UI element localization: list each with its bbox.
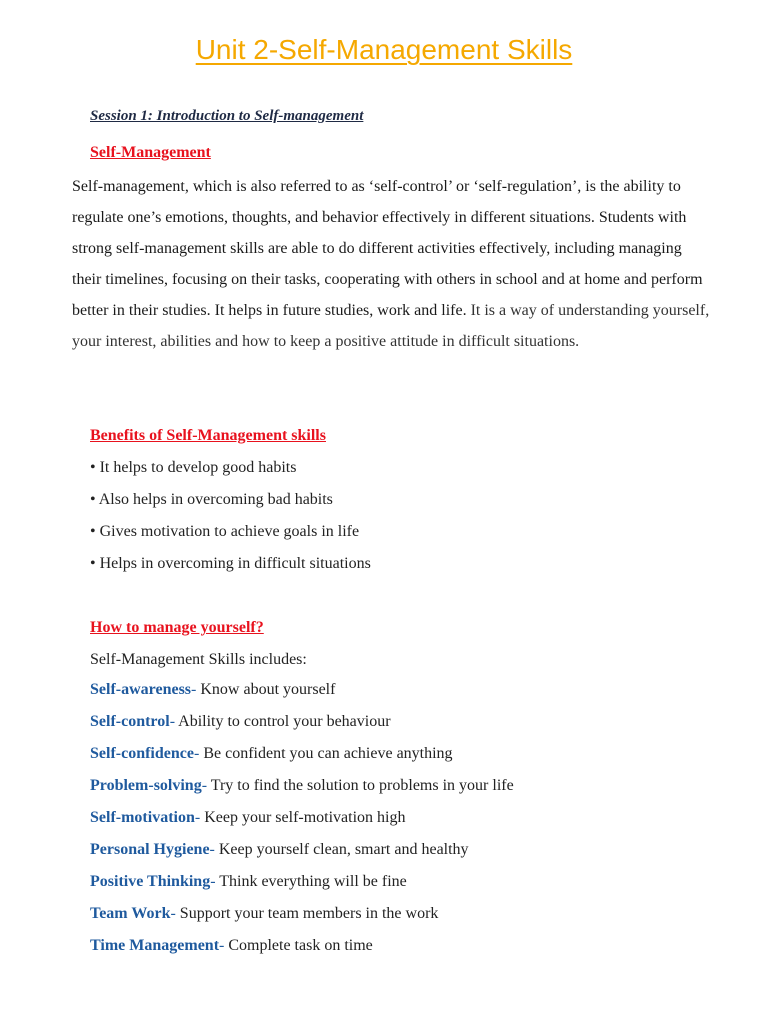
list-item: Problem-solving- Try to find the solution to problems in your life: [90, 777, 514, 794]
skill-term: Team Work: [90, 905, 171, 922]
skill-desc: Know about yourself: [196, 681, 336, 698]
list-item: • Gives motivation to achieve goals in life: [90, 523, 360, 540]
list-item: • Helps in overcoming in difficult situations: [90, 555, 371, 572]
list-item: Time Management- Complete task on time: [90, 937, 373, 954]
skill-desc: Think everything will be fine: [215, 873, 407, 890]
skill-desc: Ability to control your behaviour: [175, 713, 391, 730]
skill-term: Positive Thinking: [90, 873, 211, 890]
list-item: Self-confidence- Be confident you can achieve anything: [90, 745, 453, 762]
skill-term: Personal Hygiene: [90, 841, 210, 858]
how-to-manage-heading: How to manage yourself?: [90, 619, 264, 636]
skill-desc: Try to find the solution to problems in your life: [207, 777, 514, 794]
list-item: • It helps to develop good habits: [90, 459, 297, 476]
list-item: Team Work- Support your team members in the work: [90, 905, 439, 922]
list-item: Self-control- Ability to control your behaviour: [90, 713, 391, 730]
list-item: Positive Thinking- Think everything will be fine: [90, 873, 407, 890]
session-heading: Session 1: Introduction to Self-management: [90, 108, 364, 124]
skills-list: [90, 674, 514, 962]
self-management-heading: Self-Management: [90, 144, 211, 161]
skill-term: Time Management: [90, 937, 220, 954]
skill-term: Self-confidence: [90, 745, 194, 762]
benefits-heading: Benefits of Self-Management skills: [90, 427, 326, 444]
skill-term: Self-control: [90, 713, 170, 730]
page-title: Unit 2-Self-Management Skills: [195, 34, 573, 65]
paragraph-tail-text: It is a way of understanding yourself, your interest, abilities and how to keep a positive attitude in difficult situations.: [72, 302, 710, 350]
benefits-list: [90, 452, 371, 580]
paragraph-main-text: Self-management, which is also referred to as ‘self-control’ or ‘self-regulation’, is the ability to regulate one’s emotions, thoughts, and behavior effectively in different situations. Students with strong self-management skills are able to do different activities effectively, including managing their timelines, focusing on their tasks, cooperating with others in school and at home and perform better in their studies. It helps in future studies, work and life.: [72, 178, 703, 319]
skill-desc: Keep yourself clean, smart and healthy: [214, 841, 469, 858]
list-item: Personal Hygiene- Keep yourself clean, smart and healthy: [90, 841, 469, 858]
skills-intro: Self-Management Skills includes:: [90, 651, 307, 668]
self-management-paragraph: [72, 171, 712, 357]
skill-term: Self-motivation: [90, 809, 195, 826]
skill-desc: Keep your self-motivation high: [200, 809, 406, 826]
list-item: • Also helps in overcoming bad habits: [90, 491, 333, 508]
skill-desc: Complete task on time: [224, 937, 373, 954]
list-item: Self-awareness- Know about yourself: [90, 681, 336, 698]
skill-term: Problem-solving: [90, 777, 202, 794]
skill-desc: Be confident you can achieve anything: [199, 745, 453, 762]
skill-desc: Support your team members in the work: [175, 905, 439, 922]
skill-term: Self-awareness: [90, 681, 192, 698]
list-item: Self-motivation- Keep your self-motivation high: [90, 809, 406, 826]
